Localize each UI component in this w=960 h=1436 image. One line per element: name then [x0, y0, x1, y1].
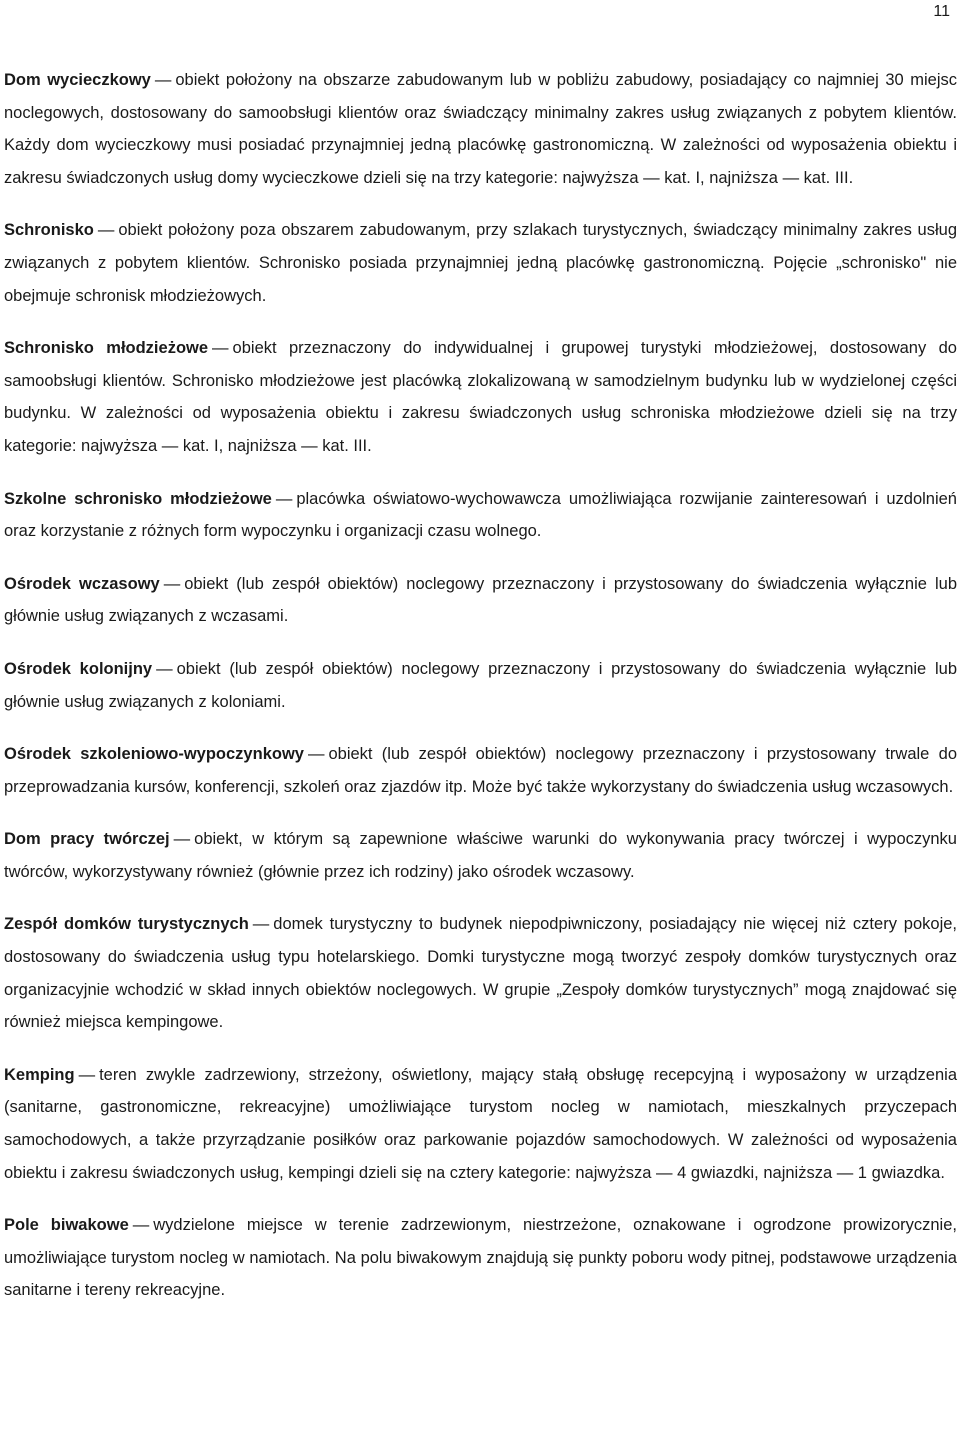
em-dash: — — [252, 915, 270, 934]
term: Ośrodek szkoleniowo-wypoczynkowy — [4, 745, 304, 764]
definition-text: domek turystyczny to budynek niepodpiwniczony, posiadający nie więcej niż cztery pokoje, dostosowany do świadczenia usług typu hotelarskiego. Domki turystyczne mogą tworzyć zespoły domków turystycznych oraz organizacyjnie wchodzić w skład innych obiektów noclegowych. W grupie „Zespoły domków turystycznych” mogą znajdować się również miejsca kempingowe. — [4, 915, 958, 1032]
definition-text: wydzielone miejsce w terenie zadrzewionym, niestrzeżone, oznakowane i ogrodzone prowizorycznie, umożliwiające turystom nocleg w namiotach. Na polu biwakowym znajdują się punkty poboru wody pitnej, podstawowe urządzenia sanitarne i tereny rekreacyjne. — [4, 1216, 957, 1300]
term: Ośrodek kolonijny — [4, 659, 153, 678]
em-dash: — — [173, 830, 191, 849]
definition-text: obiekt, w którym są zapewnione właściwe warunki do wykonywania pracy twórczej i wypoczynku twórców, wykorzystywany również (głównie przez ich rodziny) jako ośrodek wczasowy. — [4, 830, 957, 881]
definitions-list — [4, 64, 957, 1327]
term: Schronisko młodzieżowe — [4, 339, 209, 358]
definition-zespol-domkow — [4, 908, 957, 1038]
term: Schronisko — [4, 221, 94, 240]
em-dash: — — [307, 745, 325, 764]
definition-szkolne-schronisko — [4, 483, 957, 548]
term: Zespół domków turystycznych — [4, 915, 249, 934]
em-dash: — — [212, 339, 229, 358]
em-dash: — — [156, 659, 173, 678]
em-dash: — — [275, 489, 293, 508]
definition-text: teren zwykle zadrzewiony, strzeżony, oświetlony, mający stałą obsługę recepcyjną i wyposażony w urządzenia (sanitarne, gastronomiczne, rekreacyjne) umożliwiające turystom nocleg w namiotach, mieszkalnych przyczepach samochodowych, a także przyrządzanie posiłków oraz parkowanie pojazdów samochodowych. W zależności od wyposażenia obiektu i zakresu świadczonych usług, kempingi dzieli się na cztery kategorie: najwyższa — 4 gwiazdki, najniższa — 1 gwiazdka. — [4, 1065, 957, 1182]
definition-osrodek-kolonijny — [4, 653, 957, 718]
definition-schronisko-mlodziezowe — [4, 332, 957, 462]
definition-osrodek-szkoleniowo-wypoczynkowy — [4, 738, 957, 803]
definition-text: placówka oświatowo-wychowawcza umożliwiająca rozwijanie zainteresowań i uzdolnień oraz korzystanie z różnych form wypoczynku i organizacji czasu wolnego. — [4, 489, 957, 541]
em-dash: — — [132, 1216, 150, 1235]
definition-text: obiekt przeznaczony do indywidualnej i grupowej turystyki młodzieżowej, dostosowany do samoobsługi klientów. Schronisko młodzieżowe jest placówką zlokalizowaną w samodzielnym budynku lub w wydzielonej części budynku. W zależności od wyposażenia obiektu i zakresu świadczonych usług schroniska młodzieżowe dzieli się na trzy kategorie: najwyższa — kat. I, najniższa — kat. III. — [4, 339, 957, 455]
term: Pole biwakowe — [4, 1216, 129, 1235]
definition-schronisko — [4, 214, 957, 312]
em-dash: — — [163, 574, 181, 593]
definition-dom-wycieczkowy — [4, 64, 957, 194]
definition-kemping — [4, 1059, 957, 1189]
term: Kemping — [4, 1065, 75, 1084]
term: Ośrodek wczasowy — [4, 574, 160, 593]
definition-dom-pracy-tworczej — [4, 823, 957, 888]
definition-text: obiekt położony na obszarze zabudowanym lub w pobliżu zabudowy, posiadający co najmniej 30 miejsc noclegowych, dostosowany do samoobsługi klientów oraz świadczący minimalny zakres usług związanych z pobytem klientów. Każdy dom wycieczkowy musi posiadać przynajmniej jedną placówkę gastronomiczną. W zależności od wyposażenia obiektu i zakresu świadczonych usług domy wycieczkowe dzieli się na trzy kategorie: najwyższa — kat. I, najniższa — kat. III. — [4, 71, 958, 187]
definition-text: obiekt (lub zespół obiektów) noclegowy przeznaczony i przystosowany do świadczenia wyłącznie lub głównie usług związanych z wczasami. — [4, 574, 957, 626]
definition-text: obiekt (lub zespół obiektów) noclegowy przeznaczony i przystosowany trwale do przeprowadzania kursów, konferencji, szkoleń oraz zjazdów itp. Może być także wykorzystany do świadczenia usług wczasowych. — [4, 745, 957, 796]
page-number: 11 — [933, 3, 950, 20]
definition-text: obiekt położony poza obszarem zabudowanym, przy szlakach turystycznych, świadczący minimalny zakres usług związanych z pobytem klientów. Schronisko posiada przynajmniej jedną placówkę gastronomiczną. Pojęcie „schronisko" nie obejmuje schronisk młodzieżowych. — [4, 221, 957, 305]
em-dash: — — [78, 1065, 96, 1084]
definition-osrodek-wczasowy — [4, 568, 957, 633]
term: Szkolne schronisko młodzieżowe — [4, 489, 272, 508]
term: Dom wycieczkowy — [4, 71, 151, 89]
em-dash: — — [97, 221, 115, 240]
term: Dom pracy twórczej — [4, 830, 170, 849]
em-dash: — — [154, 71, 172, 89]
definition-text: obiekt (lub zespół obiektów) noclegowy przeznaczony i przystosowany do świadczenia wyłącznie lub głównie usług związanych z koloniami. — [4, 659, 957, 711]
definition-pole-biwakowe — [4, 1209, 957, 1307]
